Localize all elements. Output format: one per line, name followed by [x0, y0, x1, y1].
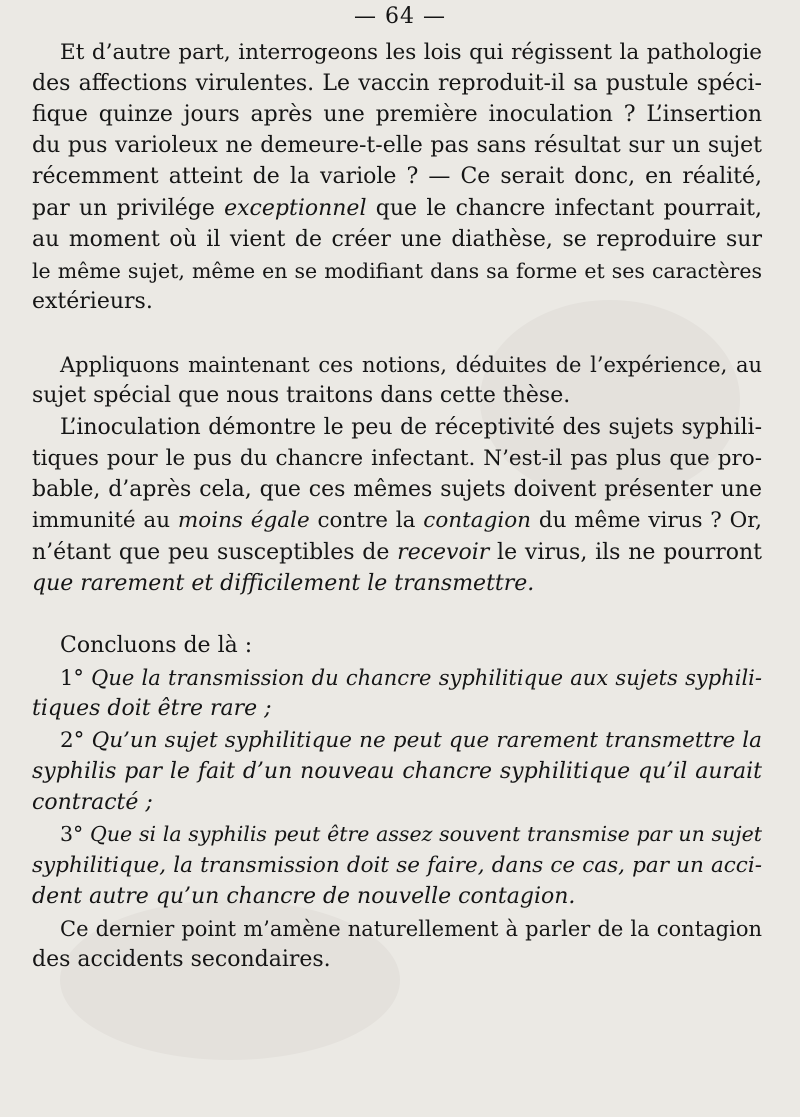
text-line [60, 663, 762, 693]
text-line [32, 287, 762, 317]
body-text: extérieurs. [32, 289, 153, 314]
text-line [60, 38, 762, 68]
body-text: du pus varioleux ne demeure-t-elle pas sans résultat sur un sujet [32, 133, 762, 158]
italic-text: Qu’un sujet syphilitique ne peut que rarement transmettre la [91, 728, 762, 753]
italic-text: dent autre qu’un chancre de nouvelle contagion. [32, 884, 576, 909]
body-text: par un privilége [32, 196, 225, 221]
body-text: des accidents secondaires. [32, 947, 331, 972]
body-text: le même sujet, même en se modifiant dans sa forme et ses caractères [32, 259, 762, 283]
body-text: le virus, ils ne pourront [489, 540, 762, 565]
body-text: 3° [60, 822, 91, 846]
body-text: 2° [60, 728, 92, 753]
text-line [32, 162, 762, 192]
italic-text: exceptionnel [224, 196, 367, 221]
text-line [32, 569, 762, 599]
body-text: Et d’autre part, interrogeons les lois qui régissent la pathologie [60, 40, 762, 65]
italic-text: tiques doit être rare ; [32, 696, 272, 721]
italic-text: syphilis par le fait d’un nouveau chancre syphilitique qu’il aurait [32, 759, 762, 784]
body-text: n’étant que peu susceptibles de [32, 540, 398, 565]
text-line [60, 631, 762, 661]
italic-text: moins égale [177, 508, 310, 533]
body-text: Ce dernier point m’amène naturellement à parler de la contagion [60, 917, 762, 941]
text-line [32, 100, 762, 130]
text-line [32, 882, 762, 912]
body-text: L’inoculation démontre le peu de réceptivité des sujets syphili- [60, 415, 762, 440]
text-line [32, 194, 762, 224]
italic-text: que rarement et difficilement le transmettre. [32, 571, 535, 596]
text-line [32, 506, 762, 536]
body-text: des affections virulentes. Le vaccin reproduit-il sa pustule spéci- [32, 71, 762, 96]
text-line [32, 538, 762, 568]
text-line [32, 256, 762, 286]
text-line [32, 444, 762, 474]
text-line [60, 350, 762, 380]
body-text: sujet spécial que nous traitons dans cette thèse. [32, 383, 571, 408]
text-line [60, 819, 762, 849]
italic-text: syphilitique, la transmission doit se faire, dans ce cas, par un acci- [32, 853, 762, 878]
body-text: du même virus ? Or, [531, 508, 763, 533]
text-line [60, 413, 762, 443]
body-text: au moment où il vient de créer une diathèse, se reproduire sur [32, 227, 762, 252]
page-number: — 64 — [354, 4, 446, 29]
body-text: que le chancre infectant pourrait, [366, 196, 762, 221]
body-text: contre la [309, 508, 424, 533]
italic-text: Que la transmission du chancre syphilitique aux sujets syphili- [91, 666, 762, 690]
text-line [32, 381, 762, 411]
text-line [60, 914, 762, 944]
text-line [32, 225, 762, 255]
text-line [32, 851, 762, 881]
text-line [32, 694, 762, 724]
italic-text: Que si la syphilis peut être assez souvent transmise par un sujet [90, 822, 762, 846]
body-text: Appliquons maintenant ces notions, déduites de l’expérience, au [60, 353, 762, 377]
body-text: Concluons de là : [60, 633, 253, 658]
body-text: immunité au [32, 508, 178, 533]
body-text: bable, d’après cela, que ces mêmes sujets doivent présenter une [32, 477, 762, 502]
body-text: 1° [60, 666, 92, 690]
text-line [32, 788, 762, 818]
italic-text: recevoir [397, 540, 490, 565]
text-line [60, 726, 762, 756]
text-line [32, 131, 762, 161]
text-line [32, 945, 762, 975]
italic-text: contracté ; [32, 790, 153, 815]
text-line [32, 69, 762, 99]
text-line [32, 475, 762, 505]
italic-text: contagion [423, 508, 532, 533]
body-text: récemment atteint de la variole ? — Ce serait donc, en réalité, [32, 164, 762, 189]
body-text: fique quinze jours après une première inoculation ? L’insertion [32, 102, 762, 127]
body-text: tiques pour le pus du chancre infectant. N’est-il pas plus que pro- [32, 446, 762, 471]
text-line [32, 757, 762, 787]
